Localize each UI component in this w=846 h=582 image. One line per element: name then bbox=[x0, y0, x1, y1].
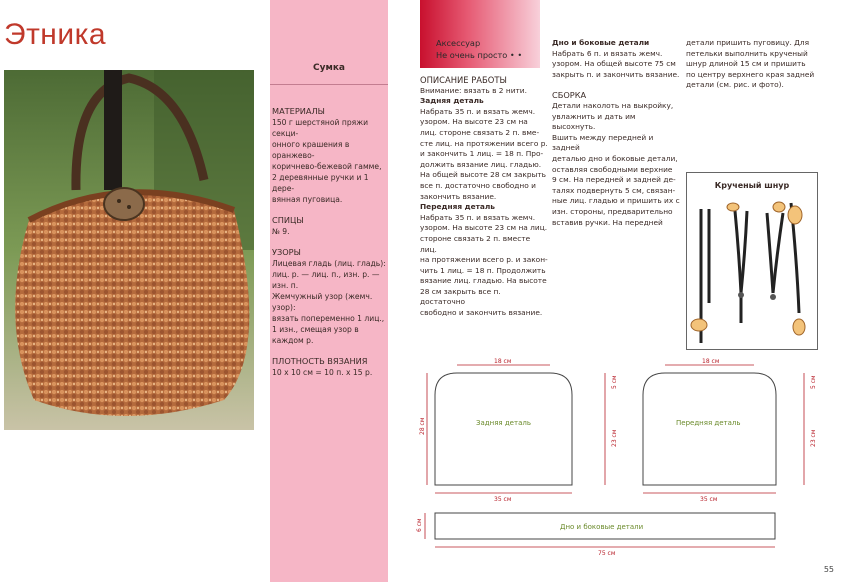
assembly-heading: СБОРКА bbox=[552, 90, 587, 101]
assembly-line: ные лиц. гладью и пришить их с bbox=[552, 196, 680, 206]
bag-photo bbox=[4, 70, 254, 430]
dim-75: 75 см bbox=[598, 550, 616, 557]
patterns-line: вязать попеременно 1 лиц., bbox=[272, 314, 385, 323]
cord-note-line: по центру верхнего края задней bbox=[686, 69, 815, 79]
back-line: должить вязание лиц. гладью. bbox=[420, 159, 542, 169]
front-line: стороне связать 2 п. вместе лиц. bbox=[420, 233, 531, 254]
dim-5-front: 5 см bbox=[810, 375, 817, 389]
materials-line: 150 г шерстяной пряжи секци- bbox=[272, 118, 369, 138]
bottom-sides-heading: Дно и боковые детали bbox=[552, 38, 650, 47]
front-piece-label: Передняя деталь bbox=[676, 419, 741, 427]
dim-5-back: 5 см bbox=[611, 375, 618, 389]
divider bbox=[270, 84, 388, 85]
cord-note-line: петельки выполнить крученый bbox=[686, 48, 808, 58]
materials-panel bbox=[270, 0, 388, 582]
front-line: вязание лиц. гладью. На высоте bbox=[420, 276, 547, 286]
back-line: все п. достаточно свободно и bbox=[420, 180, 536, 190]
strip-label: Дно и боковые детали bbox=[560, 523, 644, 531]
patterns-heading: УЗОРЫ bbox=[272, 247, 301, 257]
assembly-line: Детали наколоть на выкройку, bbox=[552, 100, 674, 110]
difficulty-tag bbox=[420, 0, 540, 68]
materials-section bbox=[272, 100, 386, 378]
gauge-heading: ПЛОТНОСТЬ ВЯЗАНИЯ bbox=[272, 356, 368, 366]
assembly-line: деталью дно и боковые детали, bbox=[552, 153, 678, 163]
front-line: чить 1 лиц. = 18 п. Продолжить bbox=[420, 265, 546, 275]
back-line: сте лиц. на протяжении всего р. bbox=[420, 138, 548, 148]
assembly-line: Вшить между передней и задней bbox=[552, 132, 654, 153]
assembly-line: увлажнить и дать им высохнуть. bbox=[552, 111, 636, 132]
front-line: свободно и закончить вязание. bbox=[420, 308, 543, 318]
needles-heading: СПИЦЫ bbox=[272, 215, 304, 225]
dim-6: 6 см bbox=[416, 518, 423, 532]
front-heading: Передняя деталь bbox=[420, 202, 495, 212]
back-line: На общей высоте 28 см закрыть bbox=[420, 170, 547, 180]
bottom-sides-line: закрыть п. и закончить вязание. bbox=[552, 69, 680, 79]
page-title: Этника bbox=[4, 18, 107, 51]
cord-note-line: детали (см. рис. и фото). bbox=[686, 80, 784, 90]
back-line: узором. На высоте 23 см на bbox=[420, 117, 528, 127]
materials-heading: МАТЕРИАЛЫ bbox=[272, 106, 325, 116]
patterns-line: 1 изн., смещая узор в каждом р. bbox=[272, 325, 359, 345]
front-line: Набрать 35 п. и вязать жемч. bbox=[420, 212, 536, 222]
back-line: Набрать 35 п. и вязать жемч. bbox=[420, 106, 536, 116]
materials-line: онного крашения в оранжево- bbox=[272, 140, 350, 160]
gauge-value: 10 х 10 см = 10 п. х 15 р. bbox=[272, 368, 373, 377]
tag-line-2: Не очень просто • • bbox=[436, 50, 523, 60]
dim-23-back: 23 см bbox=[611, 429, 618, 447]
dim-35-back: 35 см bbox=[494, 496, 512, 503]
back-line: и закончить 1 лиц. = 18 п. Про- bbox=[420, 149, 544, 159]
assembly-line: изн. стороны, предварительно bbox=[552, 206, 673, 216]
dim-35-front: 35 см bbox=[700, 496, 718, 503]
cord-note-column bbox=[686, 38, 826, 91]
assembly-line: вставив ручки. На передней bbox=[552, 217, 663, 227]
dim-28: 28 см bbox=[419, 417, 426, 435]
front-line: на протяжении всего р. и закон- bbox=[420, 255, 548, 265]
back-piece-label: Задняя деталь bbox=[476, 419, 531, 427]
pattern-diagram bbox=[410, 355, 820, 560]
bottom-sides-line: узором. На общей высоте 75 см bbox=[552, 59, 676, 69]
front-line: 28 см закрыть все п. достаточно bbox=[420, 286, 501, 307]
back-piece-outline bbox=[435, 373, 572, 485]
materials-line: вянная пуговица. bbox=[272, 195, 343, 204]
dim-18-front: 18 см bbox=[702, 358, 720, 365]
assembly-line: оставляя свободными верхние bbox=[552, 164, 673, 174]
item-name: Сумка bbox=[312, 63, 345, 73]
back-line: закончить вязание. bbox=[420, 191, 497, 201]
cord-note-line: шнур длиной 15 см и пришить bbox=[686, 59, 806, 69]
dim-18-back: 18 см bbox=[494, 358, 512, 365]
description-heading: ОПИСАНИЕ РАБОТЫ bbox=[420, 75, 507, 85]
cord-note-line: детали пришить пуговицу. Для bbox=[686, 38, 810, 47]
materials-line: 2 деревянные ручки и 1 дере- bbox=[272, 173, 369, 193]
assembly-line: талях подвернуть 5 см, связан- bbox=[552, 185, 676, 195]
back-line: лиц. стороне связать 2 п. вме- bbox=[420, 127, 540, 137]
back-heading: Задняя деталь bbox=[420, 96, 484, 106]
assembly-column bbox=[552, 38, 680, 228]
materials-line: коричнево-бежевой гамме, bbox=[272, 162, 382, 171]
patterns-line: лиц. р. — лиц. п., изн. р. — изн. п. bbox=[272, 270, 380, 290]
assembly-line: 9 см. На передней и задней де- bbox=[552, 175, 676, 185]
front-line: узором. На высоте 23 см на лиц. bbox=[420, 223, 548, 233]
tag-line-1: Аксессуар bbox=[436, 38, 481, 48]
patterns-line: Жемчужный узор (жемч. узор): bbox=[272, 292, 373, 312]
patterns-line: Лицевая гладь (лиц. гладь): bbox=[272, 259, 386, 268]
bottom-sides-line: Набрать 6 п. и вязать жемч. bbox=[552, 48, 663, 58]
description-column bbox=[420, 75, 548, 319]
twisted-cord-illustration bbox=[686, 172, 818, 350]
front-piece-outline bbox=[643, 373, 776, 485]
cord-title: Крученый шнур bbox=[714, 181, 790, 190]
page-number: 55 bbox=[823, 565, 834, 574]
needles-value: № 9. bbox=[272, 227, 290, 236]
dim-23-front: 23 см bbox=[810, 429, 817, 447]
description-note: Внимание: вязать в 2 нити. bbox=[420, 85, 527, 95]
